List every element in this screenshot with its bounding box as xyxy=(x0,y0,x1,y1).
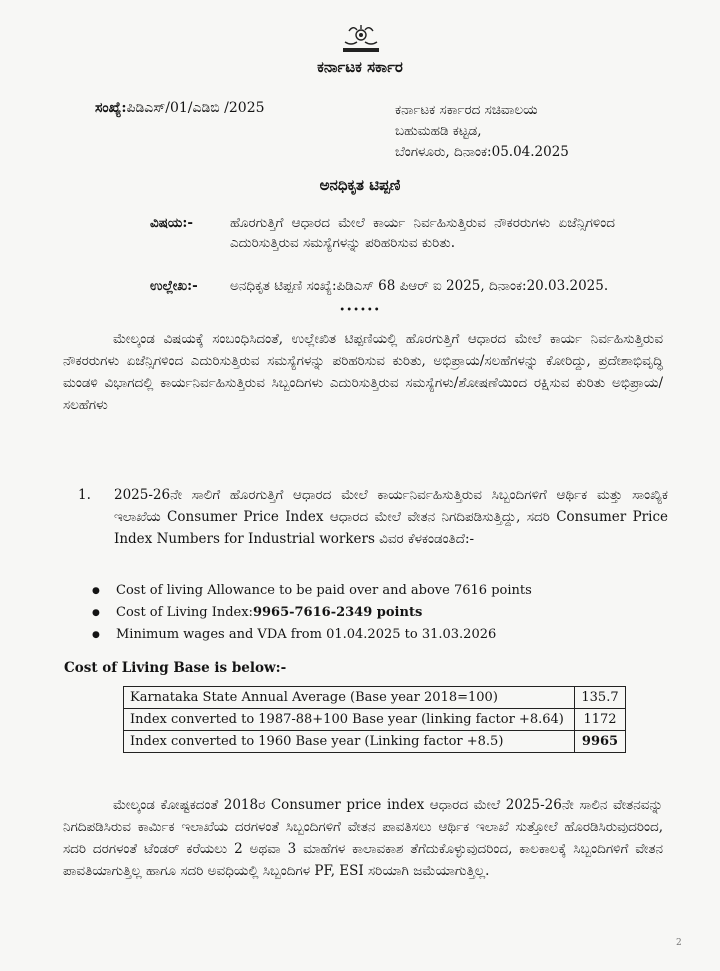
reference-text: ಅನಧಿಕೃತ ಟಿಪ್ಪಣಿ ಸಂಖ್ಯೆ:ಪಿಡಿಎಸ್ 68 ಪಿಆರ್ ಐ 2025, ದಿನಾಂಕ:20.03.2025. xyxy=(230,278,609,294)
table-cell-label: Karnataka State Annual Average (Base year 2018=100) xyxy=(124,687,575,709)
closing-paragraph: ಮೇಲ್ಕಂಡ ಕೋಷ್ಟಕದಂತೆ 2018ರ Consumer price index ಆಧಾರದ ಮೇಲೆ 2025-26ನೇ ಸಾಲಿನ ವೇತನವನ್ನು ನಿಗದಿಪಡಿಸಿರುವ ಕಾರ್ಮಿಕ ಇಲಾಖೆಯ ದರಗಳಂತೆ ಸಿಬ್ಬಂದಿಗಳಿಗೆ ವೇತನ ಪಾವತಿಸಲು ಆರ್ಥಿಕ ಇಲಾಖೆ ಸುತ್ತೋಲೆ ಹೊರಡಿಸಿರುವುದರಿಂದ, ಸದರಿ ದರಗಳಂತೆ ಟೆಂಡರ್ ಕರೆಯಲು 2 ಅಥವಾ 3 ಮಾಹೆಗಳ ಕಾಲಾವಕಾಶ ತೆಗೆದುಕೊಳ್ಳುವುದರಿಂದ, ಕಾಲಕಾಲಕ್ಕೆ ಸಿಬ್ಬಂದಿಗಳಿಗೆ ವೇತನ ಪಾವತಿಯಾಗುತ್ತಿಲ್ಲ ಹಾಗೂ ಸದರಿ ಅವಧಿಯಲ್ಲಿ ಸಿಬ್ಬಂದಿಗಳ PF, ESI ಸರಿಯಾಗಿ ಜಮೆಯಾಗುತ್ತಿಲ್ಲ. xyxy=(63,797,663,879)
reference-number-value: ಪಿಡಿಎಸ್/01/ಎಡಿಬಿ /2025 xyxy=(126,100,265,116)
bullet-item xyxy=(92,580,652,602)
bullet-item xyxy=(92,624,652,646)
state-emblem-icon xyxy=(335,22,387,56)
bullet-item xyxy=(92,602,652,624)
office-address xyxy=(395,100,569,163)
point-text: 2025-26ನೇ ಸಾಲಿಗೆ ಹೊರಗುತ್ತಿಗೆ ಆಧಾರದ ಮೇಲೆ ಕಾರ್ಯನಿರ್ವಹಿಸುತ್ತಿರುವ ಸಿಬ್ಬಂದಿಗಳಿಗೆ ಆರ್ಥಿಕ ಮತ್ತು ಸಾಂಖ್ಯಿಕ ಇಲಾಖೆಯ Consumer Price Index ಆಧಾರದ ಮೇಲೆ ವೇತನ ನಿಗದಿಪಡಿಸುತ್ತಿದ್ದು, ಸದರಿ Consumer Price Index Numbers for Industrial workers ವಿವರ ಕೆಳಕಂಡಂತಿದೆ:- xyxy=(114,487,668,547)
office-line: ಬಹುಮಹಡಿ ಕಟ್ಟಡ, xyxy=(395,123,482,139)
government-name: ಕರ್ನಾಟಕ ಸರ್ಕಾರ xyxy=(317,58,403,76)
bullet-list xyxy=(92,580,652,646)
table-row xyxy=(124,709,626,731)
bullet-text: Minimum wages and VDA from 01.04.2025 to 31.03.2026 xyxy=(116,627,497,642)
table-cell-value: 1172 xyxy=(575,709,626,731)
table-cell-value: 135.7 xyxy=(575,687,626,709)
office-line: ಕರ್ನಾಟಕ ಸರ್ಕಾರದ ಸಚಿವಾಲಯ xyxy=(395,102,538,118)
cost-base-heading: Cost of Living Base is below:- xyxy=(64,660,287,676)
reference-row xyxy=(150,276,615,296)
point-number: 1. xyxy=(78,487,91,503)
bullet-text: Cost of Living Index: xyxy=(116,605,253,620)
subject-row xyxy=(150,213,615,253)
cost-of-living-table xyxy=(123,686,626,753)
table-row xyxy=(124,731,626,753)
table-cell-value: 9965 xyxy=(575,731,626,753)
bullet-bold-value: 9965-7616-2349 points xyxy=(252,605,423,620)
point-1 xyxy=(78,484,668,550)
separator: •••••• xyxy=(339,305,381,316)
office-date: ಬೆಂಗಳೂರು, ದಿನಾಂಕ:05.04.2025 xyxy=(395,144,569,160)
table-cell-label: Index converted to 1987-88+100 Base year (linking factor +8.64) xyxy=(124,709,575,731)
subject-text: ಹೊರಗುತ್ತಿಗೆ ಆಧಾರದ ಮೇಲೆ ಕಾರ್ಯ ನಿರ್ವಹಿಸುತ್ತಿರುವ ನೌಕರರುಗಳು ಏಜೆನ್ಸಿಗಳಿಂದ ಎದುರಿಸುತ್ತಿರುವ ಸಮಸ್ಯೆಗಳನ್ನು ಪರಿಹರಿಸುವ ಕುರಿತು. xyxy=(230,215,615,251)
table-row xyxy=(124,687,626,709)
reference-label: ಉಲ್ಲೇಖ:- xyxy=(150,278,198,294)
subject-label: ವಿಷಯ:- xyxy=(150,215,193,231)
bullet-text: Cost of living Allowance to be paid over and above 7616 points xyxy=(116,583,532,598)
intro-paragraph: ಮೇಲ್ಕಂಡ ವಿಷಯಕ್ಕೆ ಸಂಬಂಧಿಸಿದಂತೆ, ಉಲ್ಲೇಖಿತ ಟಿಪ್ಪಣಿಯಲ್ಲಿ ಹೊರಗುತ್ತಿಗೆ ಆಧಾರದ ಮೇಲೆ ಕಾರ್ಯ ನಿರ್ವಹಿಸುತ್ತಿರುವ ನೌಕರರುಗಳು ಏಜೆನ್ಸಿಗಳಿಂದ ಎದುರಿಸುತ್ತಿರುವ ಸಮಸ್ಯೆಗಳನ್ನು ಪರಿಹರಿಸುವ ಕುರಿತು, ಅಭಿಪ್ರಾಯ/ಸಲಹೆಗಳನ್ನು ಕೋರಿದ್ದು, ಪ್ರದೇಶಾಭಿವೃದ್ಧಿ ಮಂಡಳಿ ವಿಭಾಗದಲ್ಲಿ ಕಾರ್ಯನಿರ್ವಹಿಸುತ್ತಿರುವ ಸಿಬ್ಬಂದಿಗಳು ಎದುರಿಸುತ್ತಿರುವ ಸಮಸ್ಯೆಗಳು/ಶೋಷಣೆಯಿಂದ ರಕ್ಷಿಸುವ ಕುರಿತು ಅಭಿಪ್ರಾಯ/ಸಲಹೆಗಳು xyxy=(63,331,663,413)
note-title: ಅನಧಿಕೃತ ಟಿಪ್ಪಣಿ xyxy=(319,176,401,194)
reference-number xyxy=(95,100,265,116)
page-number: 2 xyxy=(676,938,682,948)
reference-number-label: ಸಂಖ್ಯೆ: xyxy=(95,100,127,116)
table-cell-label: Index converted to 1960 Base year (Linking factor +8.5) xyxy=(124,731,575,753)
